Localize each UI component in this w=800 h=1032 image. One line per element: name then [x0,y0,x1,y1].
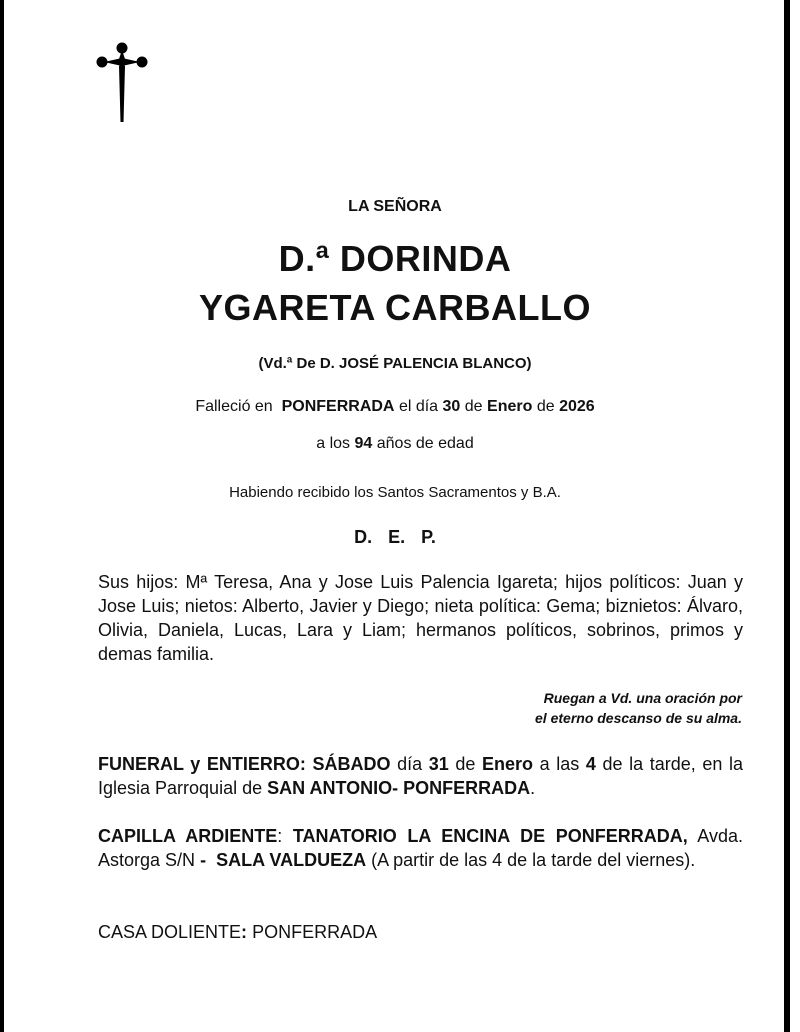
capilla-paragraph: CAPILLA ARDIENTE: TANATORIO LA ENCINA DE PONFERRADA, Avda. Astorga S/N - SALA VALDUEZA (A partir de las 4 de la tarde del viernes). [98,826,743,870]
deceased-name-line1: D.ª DORINDA [278,238,512,279]
title-label: LA SEÑORA [348,198,442,215]
sacraments-line: Habiendo recibido los Santos Sacramentos y B.A. [229,484,561,501]
prayer-request: Ruegan a Vd. una oración por el eterno descanso de su alma. [535,690,742,726]
casa-doliente: CASA DOLIENTE: PONFERRADA [98,922,378,942]
dep-line: D. E. P. [354,527,436,547]
widow-note: (Vd.ª De D. JOSÉ PALENCIA BLANCO) [258,355,532,372]
cross-icon [96,42,148,124]
funeral-paragraph: FUNERAL y ENTIERRO: SÁBADO día 31 de Enero a las 4 de la tarde, en la Iglesia Parroquial de SAN ANTONIO- PONFERRADA. [98,754,743,798]
death-line: Falleció en PONFERRADA el día 30 de Enero de 2026 [195,398,595,415]
deceased-name-line2: YGARETA CARBALLO [199,287,591,328]
family-paragraph: Sus hijos: Mª Teresa, Ana y Jose Luis Palencia Igareta; hijos políticos: Juan y Jose Luis; nietos: Alberto, Javier y Diego; nieta política: Gema; biznietos: Álvaro, Olivia, Daniela, Lucas, Lara y Liam; hermanos políticos, sobrinos, primos y demas familia. [98,572,743,664]
age-line: a los 94 años de edad [316,435,474,452]
